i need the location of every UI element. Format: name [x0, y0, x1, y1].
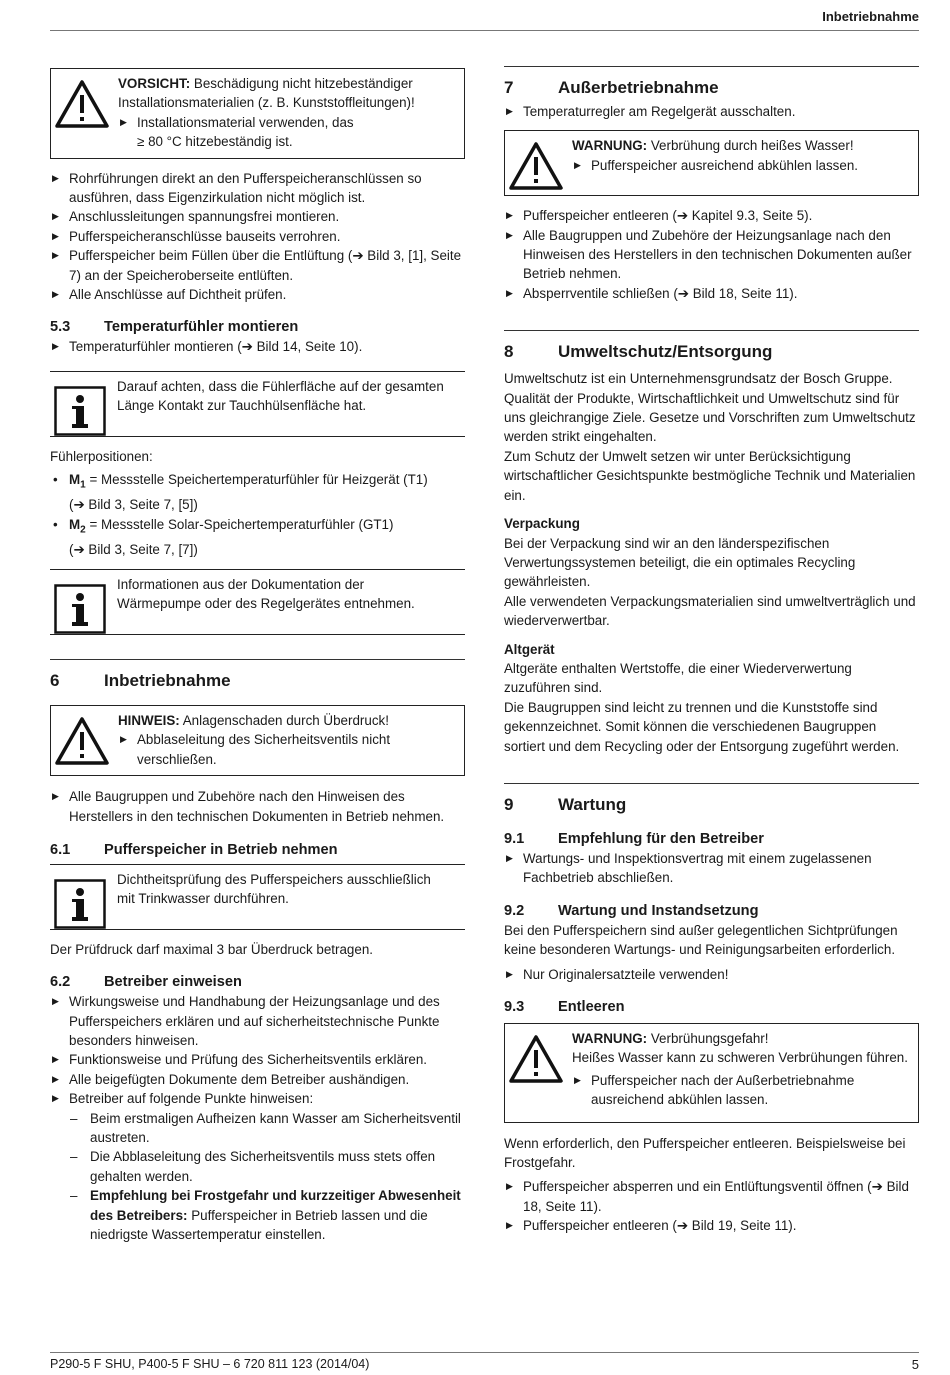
warning-triangle-icon — [509, 1034, 563, 1084]
section-9-1-heading: 9.1 Empfehlung für den Betreiber — [504, 830, 764, 847]
list-item: ▶ Betreiber auf folgende Punkte hinweisen: — [50, 1089, 465, 1108]
warning-bullet: ▶ Pufferspeicher ausreichend abkühlen lassen. — [572, 156, 910, 175]
page-footer — [50, 1352, 919, 1374]
section-9-2-heading: 9.2 Wartung und Instandsetzung — [504, 902, 759, 919]
list-item: ▶ Alle beigefügten Dokumente dem Betreiber aushändigen. — [50, 1070, 465, 1089]
list-item: ▶ Pufferspeicher entleeren (➔ Bild 19, Seite 11). — [504, 1216, 919, 1235]
list-item: ▶ Funktionsweise und Prüfung des Sicherheitsventils erklären. — [50, 1050, 465, 1069]
info-box-1 — [50, 371, 465, 437]
page-header — [50, 0, 919, 31]
section-5-3-heading: 5.3 Temperaturfühler montieren — [50, 319, 299, 336]
warning-box-1: WARNUNG: Verbrühung durch heißes Wasser! ▶ Pufferspeicher ausreichend abkühlen lassen. — [504, 130, 919, 196]
list-item: ▶ Wartungs- und Inspektionsvertrag mit einem zugelassenen Fachbetrieb abschließen. — [504, 849, 919, 888]
positions-intro: Fühlerpositionen: — [50, 448, 153, 464]
section-6-2-heading: 6.2 Betreiber einweisen — [50, 974, 242, 991]
right-column — [504, 60, 919, 1236]
old-device-paragraph: Die Baugruppen sind leicht zu trennen und die Kunststoffe sind gekennzeichnet. Somit können die verschiedenen Baugruppen sortiert und dem Recycling oder der Entsorgung zugeführt werden. — [504, 699, 900, 754]
env-paragraph: Zum Schutz der Umwelt setzen wir unter Berücksichtigung wirtschaftlicher Gesichtspunkte bestmögliche Technik und Materialien ein. — [504, 448, 916, 503]
info-box-3 — [50, 864, 465, 930]
warning-label: WARNUNG: — [572, 138, 648, 154]
section-9-3-heading: 9.3 Entleeren — [504, 999, 625, 1015]
list-item: ▶ Wirkungsweise und Handhabung der Heizungsanlage und des Pufferspeichers erklären und auf sicherheitstechnische Punkte besonders hinweisen. — [50, 992, 465, 1050]
info-box-2 — [50, 569, 465, 635]
warning-triangle-icon — [55, 716, 109, 766]
section-8-heading: 8 Umweltschutz/Entsorgung — [504, 330, 919, 363]
section-6-1-heading: 6.1 Pufferspeicher in Betrieb nehmen — [50, 841, 338, 858]
notice-box: HINWEIS: Anlagenschaden durch Überdruck! ▶ Abblaseleitung des Sicherheitsventils nicht verschließen. — [50, 705, 465, 776]
list-item: ▶ Alle Baugruppen und Zubehöre der Heizungsanlage nach den Hinweisen des Herstellers in den technischen Dokumenten außer Betrieb nehmen. — [504, 226, 919, 284]
packaging-paragraph: Bei der Verpackung sind wir an den länderspezifischen Verwertungssystemen beteiligt, die ein optimales Recycling gewährleisten. — [504, 535, 856, 590]
list-item: ▶ Temperaturfühler montieren (➔ Bild 14, Seite 10). — [50, 337, 465, 356]
old-device-paragraph: Altgeräte enthalten Wertstoffe, die einer Wiederverwertung zuzuführen sind. — [504, 660, 852, 696]
packaging-title: Verpackung — [504, 516, 580, 532]
warning-text: Heißes Wasser kann zu schweren Verbrühungen führen. — [572, 1050, 908, 1066]
env-paragraph: Umweltschutz ist ein Unternehmensgrundsatz der Bosch Gruppe. Qualität der Produkte, Wirtschaftlichkeit und Umweltschutz sind für uns gleichrangige Ziele. Gesetze und Vorschriften zum Umweltschutz werden strikt eingehalten. — [504, 371, 916, 445]
left-column — [50, 60, 465, 1244]
list-item: ▶ Absperrventile schließen (➔ Bild 18, Seite 11). — [504, 284, 919, 303]
notice-bullet: ▶ Abblaseleitung des Sicherheitsventils nicht verschließen. — [118, 730, 456, 769]
list-item: • $M_1$ = Messstelle Speichertemperaturfühler für Heizgerät (T1) (➔ Bild 3, Seite 7, [5]) — [50, 470, 465, 514]
header-title: Inbetriebnahme — [822, 9, 919, 24]
packaging-paragraph: Alle verwendeten Verpackungsmaterialien sind umweltverträglich und wiederverwertbar. — [504, 593, 916, 629]
drain-paragraph: Wenn erforderlich, den Pufferspeicher entleeren. Beispielsweise bei Frostgefahr. — [504, 1135, 906, 1171]
section-7-heading: 7 Außerbetriebnahme — [504, 66, 919, 99]
warning-box-2: WARNUNG: Verbrühungsgefahr! Heißes Wasser kann zu schweren Verbrühungen führen. ▶ Pufferspeicher nach der Außerbetriebnahme ausreichend abkühlen lassen. — [504, 1023, 919, 1123]
info-text: Informationen aus der Dokumentation der Wärmepumpe oder des Regelgerätes entnehmen. — [117, 577, 415, 612]
list-item: ▶ Alle Anschlüsse auf Dichtheit prüfen. — [50, 285, 465, 304]
info-icon — [54, 879, 106, 929]
caution-text: Beschädigung nicht hitzebeständiger Installationsmaterialien (z. B. Kunststoffleitungen)! — [118, 76, 415, 111]
list-item: ▶ Pufferspeicher beim Füllen über die Entlüftung (➔ Bild 3, [1], Seite 7) an der Speicheroberseite entlüften. — [50, 246, 465, 285]
old-device-title: Altgerät — [504, 641, 555, 657]
info-icon — [54, 386, 106, 436]
dash-item: – Empfehlung bei Frostgefahr und kurzzeitiger Abwesenheit des Betreibers: Pufferspeicher in Betrieb lassen und die niedrigste Wassertemperatur einstellen. — [50, 1186, 465, 1244]
caution-box — [50, 68, 465, 159]
list-item: ▶ Pufferspeicher entleeren (➔ Kapitel 9.3, Seite 5). — [504, 206, 919, 225]
maintenance-paragraph: Bei den Pufferspeichern sind außer gelegentlichen Sichtprüfungen keine besonderen Wartungs- und Reinigungsarbeiten erforderlich. — [504, 922, 898, 958]
info-text: Darauf achten, dass die Fühlerfläche auf der gesamten Länge Kontakt zur Tauchhülsenfläche hat. — [117, 378, 444, 414]
caution-label: VORSICHT: — [118, 76, 191, 91]
dash-item: – Beim erstmaligen Aufheizen kann Wasser am Sicherheitsventil austreten. — [50, 1109, 465, 1148]
dash-item: – Die Abblaseleitung des Sicherheitsventils muss stets offen gehalten werden. — [50, 1147, 465, 1186]
caution-bullet: ▶ Installationsmaterial verwenden, das ≥ 80 °C hitzebeständig ist. — [118, 113, 456, 152]
pressure-text: Der Prüfdruck darf maximal 3 bar Überdruck betragen. — [50, 941, 373, 957]
list-item: ▶ Pufferspeicheranschlüsse bauseits verrohren. — [50, 227, 465, 246]
section-9-heading: 9 Wartung — [504, 783, 919, 816]
list-item: • $M_2$ = Messstelle Solar-Speichertemperaturfühler (GT1) (➔ Bild 3, Seite 7, [7]) — [50, 515, 465, 559]
info-icon — [54, 584, 106, 634]
notice-label: HINWEIS: — [118, 712, 180, 728]
warning-label: WARNUNG: — [572, 1031, 648, 1046]
footer-doc-id: P290-5 F SHU, P400-5 F SHU – 6 720 811 123 (2014/04) — [50, 1357, 370, 1371]
install-bullets — [50, 169, 465, 305]
warning-bullet: ▶ Pufferspeicher nach der Außerbetriebnahme ausreichend abkühlen lassen. — [572, 1071, 910, 1110]
info-text: Dichtheitsprüfung des Pufferspeichers ausschließlich mit Trinkwasser durchführen. — [117, 871, 431, 907]
list-item: ▶ Anschlussleitungen spannungsfrei montieren. — [50, 207, 465, 226]
list-item: ▶ Temperaturregler am Regelgerät ausschalten. — [504, 102, 919, 121]
list-item: ▶ Pufferspeicher absperren und ein Entlüftungsventil öffnen (➔ Bild 18, Seite 11). — [504, 1177, 919, 1216]
section-6-heading: 6 Inbetriebnahme — [50, 659, 465, 692]
warning-triangle-icon — [509, 141, 563, 191]
page-number: 5 — [911, 1357, 919, 1372]
list-item: ▶ Rohrführungen direkt an den Pufferspeicheranschlüssen so ausführen, dass Eigenzirkulation nicht möglich ist. — [50, 169, 465, 208]
warning-triangle-icon — [55, 79, 109, 129]
list-item: ▶ Alle Baugruppen und Zubehöre nach den Hinweisen des Herstellers in den technischen Dokumenten in Betrieb nehmen. — [50, 787, 465, 826]
list-item: ▶ Nur Originalersatzteile verwenden! — [504, 965, 919, 984]
